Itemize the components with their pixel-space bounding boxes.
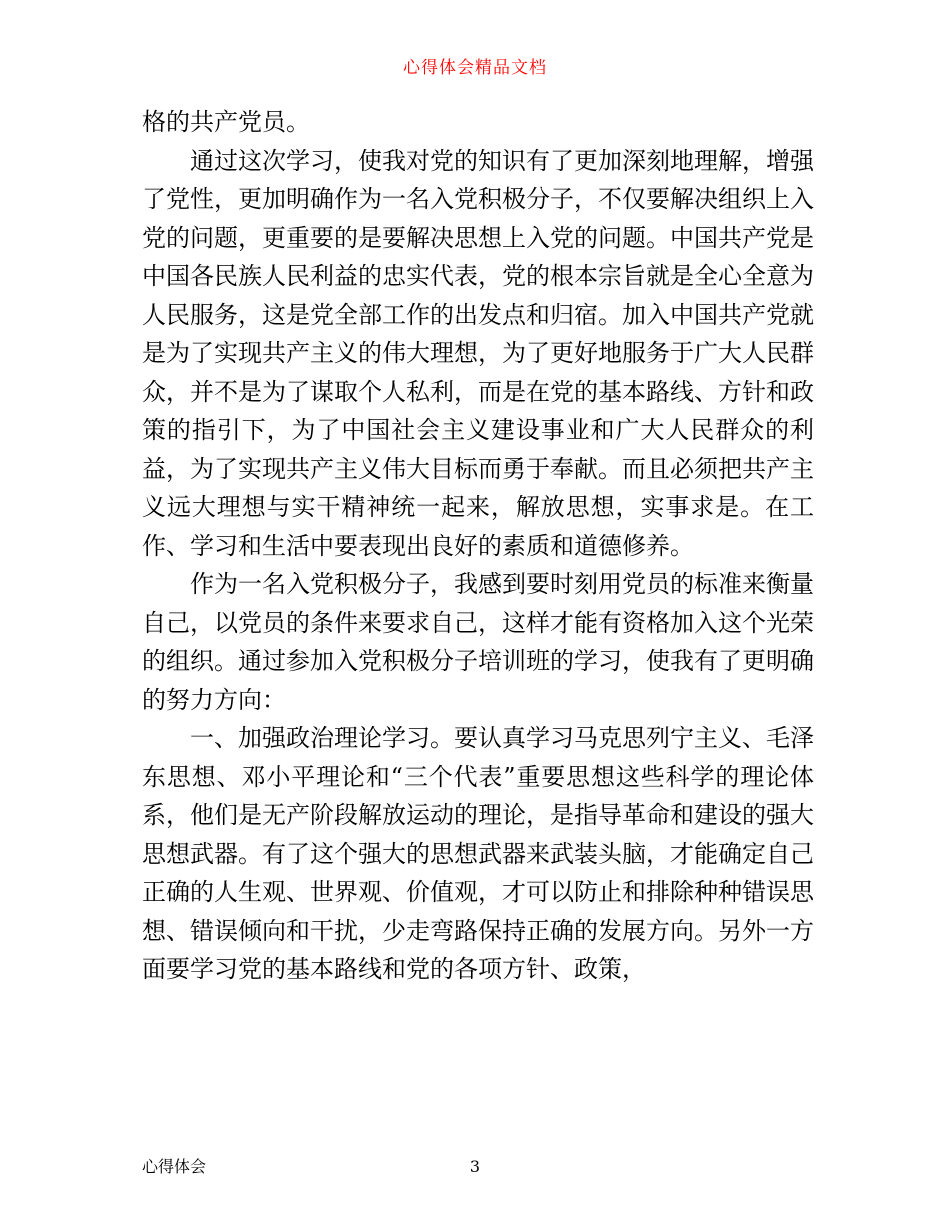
- document-body: [142, 103, 814, 989]
- document-header-title: 心得体会精品文档: [403, 58, 547, 78]
- footer-label: 心得体会: [142, 1157, 207, 1176]
- paragraph-3: 作为一名入党积极分子，我感到要时刻用党员的标准来衡量自己，以党员的条件来要求自己，这样才能有资格加入这个光荣的组织。通过参加入党积极分子培训班的学习，使我有了更明确的努力方向：: [142, 570, 814, 714]
- paragraph-4: 一、加强政治理论学习。要认真学习马克思列宁主义、毛泽东思想、邓小平理论和“三个代表”重要思想这些科学的理论体系，他们是无产阶段解放运动的理论，是指导革命和建设的强大思想武器。有了这个强大的思想武器来武装头脑，才能确定自己正确的人生观、世界观、价值观，才可以防止和排除种种错误思想、错误倾向和干扰，少走弯路保持正确的发展方向。另外一方面要学习党的基本路线和党的各项方针、政策，: [142, 724, 814, 983]
- paragraph-2: 通过这次学习，使我对党的知识有了更加深刻地理解，增强了党性，更加明确作为一名入党积极分子，不仅要解决组织上入党的问题，更重要的是要解决思想上入党的问题。中国共产党是中国各民族人民利益的忠实代表，党的根本宗旨就是全心全意为人民服务，这是党全部工作的出发点和归宿。加入中国共产党就是为了实现共产主义的伟大理想，为了更好地服务于广大人民群众，并不是为了谋取个人私利，而是在党的基本路线、方针和政策的指引下，为了中国社会主义建设事业和广大人民群众的利益，为了实现共产主义伟大目标而勇于奉献。而且必须把共产主义远大理想与实干精神统一起来，解放思想，实事求是。在工作、学习和生活中要表现出良好的素质和道德修养。: [142, 146, 814, 560]
- paragraph-1: 格的共产党员。: [142, 108, 310, 136]
- page-number: 3: [469, 1157, 481, 1176]
